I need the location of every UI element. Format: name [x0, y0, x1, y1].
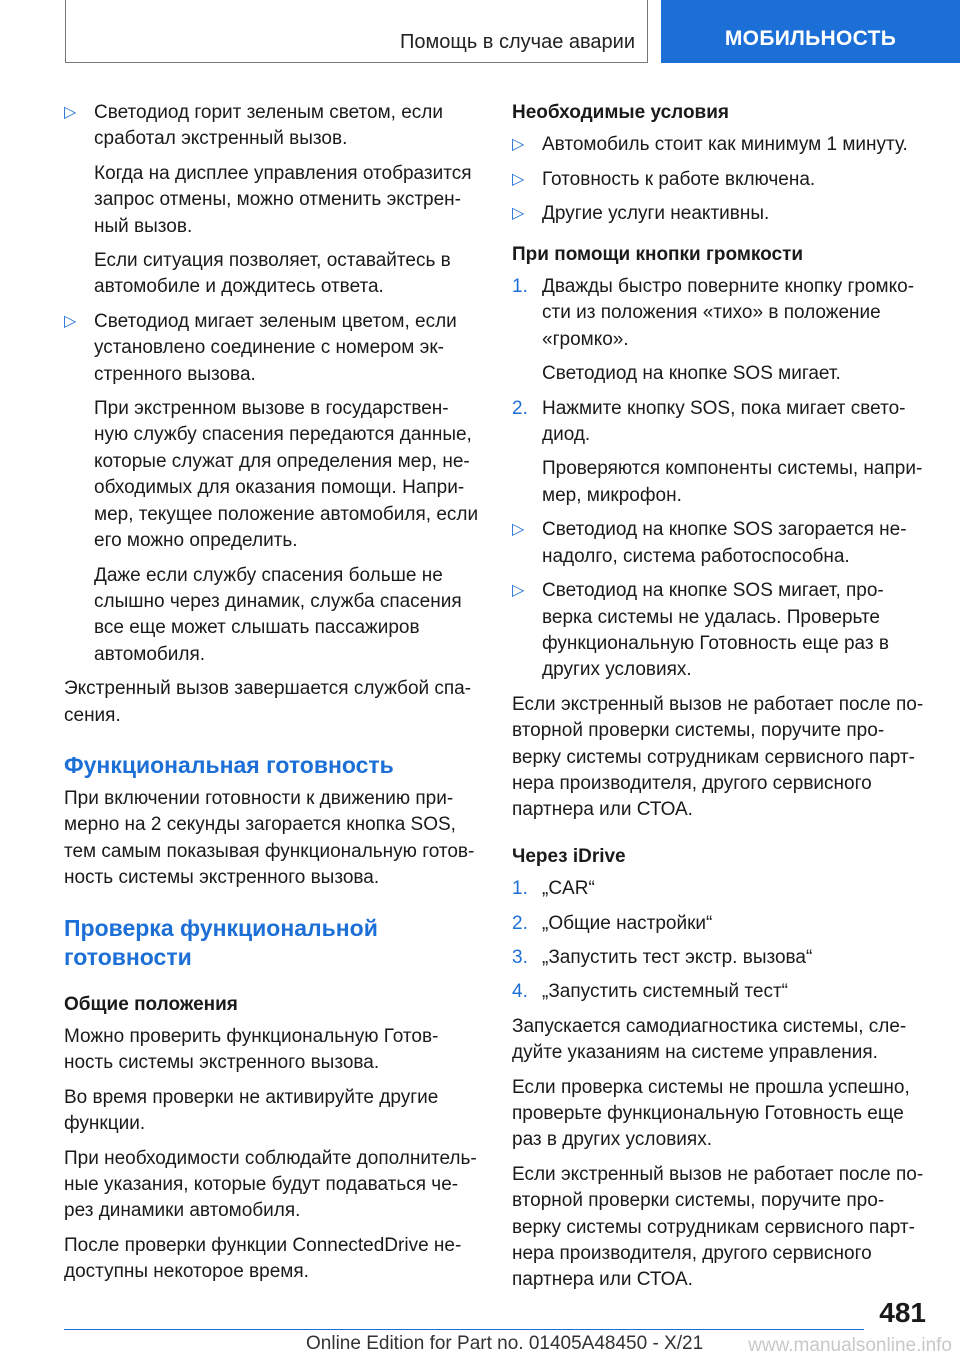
triangle-bullet-icon: ▷	[512, 582, 525, 600]
list-item-text: „CAR“	[542, 878, 595, 900]
paragraph: При включении готовности к движению при-мерно на 2 секунды загорается кнопка SOS, тем самым показывая функциональную готов-ность системы экстренного вызова.	[64, 787, 475, 889]
list-item-text: „Общие настройки“	[542, 912, 713, 934]
list-item-text: Готовность к работе включена.	[542, 168, 816, 190]
list-item-text: Светодиод на кнопке SOS загорается не-надолго, система работоспособна.	[542, 519, 907, 567]
header-box	[65, 0, 648, 63]
list-item	[512, 201, 932, 227]
list-item	[512, 876, 932, 902]
list-item-subtext: При экстренном вызове в государствен-ную службу спасения передаются данные, которые служат для определения мер, не-обходимых для оказания помощи. Напри-мер, текущее положение автомобиля, если его можно определить.	[94, 398, 479, 552]
right-column	[512, 100, 932, 1302]
page-number: 481	[879, 1297, 926, 1328]
subsection-heading: Через iDrive	[512, 845, 626, 867]
list-item-text: „Запустить тест экстр. вызова“	[542, 946, 813, 968]
step-number: 2.	[512, 912, 528, 934]
list-item-text: Другие услуги неактивны.	[542, 203, 770, 225]
triangle-bullet-icon: ▷	[512, 136, 525, 154]
list-item-text: Светодиод горит зеленым светом, если сработал экстренный вызов.	[94, 102, 443, 150]
paragraph: Во время проверки не активируйте другие функции.	[64, 1086, 439, 1135]
list-item	[512, 396, 932, 510]
paragraph: После проверки функции ConnectedDrive не-доступны некоторое время.	[64, 1234, 462, 1283]
list-item-text: Светодиод мигает зеленым цветом, если установлено соединение с номером эк-стренного вызова.	[94, 310, 457, 385]
list-item	[512, 132, 932, 158]
list-item-subtext: Когда на дисплее управления отобразится запрос отмены, можно отменить экстрен-ный вызов.	[94, 162, 472, 237]
triangle-bullet-icon: ▷	[64, 312, 77, 330]
left-column	[64, 100, 480, 1294]
list-item-text: Автомобиль стоит как минимум 1 минуту.	[542, 134, 908, 156]
step-number: 1.	[512, 878, 528, 900]
list-item-text: Дважды быстро поверните кнопку громко-сти из положения «тихо» в положение «громко».	[542, 276, 915, 350]
paragraph: Если экстренный вызов не работает после по-вторной проверки системы, поручите про-верку системы сотрудникам сервисного парт-нера производителя, другого сервисного партнера или СТОА.	[512, 693, 924, 821]
section-heading: Проверка функциональной готовности	[64, 914, 378, 970]
step-number: 1.	[512, 276, 528, 298]
list-item	[512, 167, 932, 193]
list-item	[512, 517, 932, 570]
subsection-heading: Общие положения	[64, 993, 238, 1015]
paragraph: Если экстренный вызов не работает после по-вторной проверки системы, поручите про-верку системы сотрудникам сервисного парт-нера производителя, другого сервисного партнера или СТОА.	[512, 1163, 924, 1291]
step-number: 4.	[512, 981, 528, 1003]
step-number: 2.	[512, 397, 528, 419]
section-heading: Функциональная готовность	[64, 751, 394, 778]
paragraph: Запускается самодиагностика системы, сле-дуйте указаниям на системе управления.	[512, 1015, 907, 1064]
list-item	[64, 100, 480, 301]
list-item	[512, 578, 932, 684]
section-title: Помощь в случае аварии	[400, 31, 635, 53]
list-item-subtext: Проверяются компоненты системы, напри-мер, микрофон.	[542, 458, 923, 506]
triangle-bullet-icon: ▷	[512, 205, 525, 223]
list-item-subtext: Светодиод на кнопке SOS мигает.	[542, 363, 841, 385]
paragraph: Можно проверить функциональную Готов-ность системы экстренного вызова.	[64, 1025, 439, 1074]
subsection-heading: При помощи кнопки громкости	[512, 243, 804, 265]
paragraph: Если проверка системы не прошла успешно, проверьте функциональную Готовность еще раз в других условиях.	[512, 1076, 910, 1151]
paragraph: При необходимости соблюдайте дополнитель-ные указания, которые будут подаваться че-рез динамики автомобиля.	[64, 1147, 477, 1222]
list-item-subtext: Если ситуация позволяет, оставайтесь в автомобиле и дождитесь ответа.	[94, 250, 451, 298]
edition-note: Online Edition for Part no. 01405A48450 - X/21	[306, 1333, 704, 1354]
list-item-text: „Запустить системный тест“	[542, 981, 788, 1003]
list-item	[512, 979, 932, 1005]
list-item-text: Нажмите кнопку SOS, пока мигает свето-диод.	[542, 397, 906, 446]
subsection-heading: Необходимые условия	[512, 102, 730, 123]
step-number: 3.	[512, 946, 528, 968]
triangle-bullet-icon: ▷	[512, 170, 525, 188]
list-item	[512, 945, 932, 971]
list-item	[64, 309, 480, 668]
list-item-text: Светодиод на кнопке SOS мигает, про-верка системы не удалась. Проверьте функциональную Готовность еще раз в других условиях.	[542, 580, 889, 681]
list-item-subtext: Даже если службу спасения больше не слышно через динамик, служба спасения все еще может слышать пассажиров автомобиля.	[94, 564, 462, 665]
paragraph: Экстренный вызов завершается службой спа-сения.	[64, 678, 472, 726]
triangle-bullet-icon: ▷	[512, 521, 525, 539]
chapter-tab: МОБИЛЬНОСТЬ	[661, 0, 960, 63]
footer-divider	[64, 1329, 864, 1330]
watermark: www.manualsonline.info	[748, 1335, 952, 1356]
list-item	[512, 274, 932, 388]
list-item	[512, 911, 932, 937]
triangle-bullet-icon: ▷	[64, 104, 77, 121]
